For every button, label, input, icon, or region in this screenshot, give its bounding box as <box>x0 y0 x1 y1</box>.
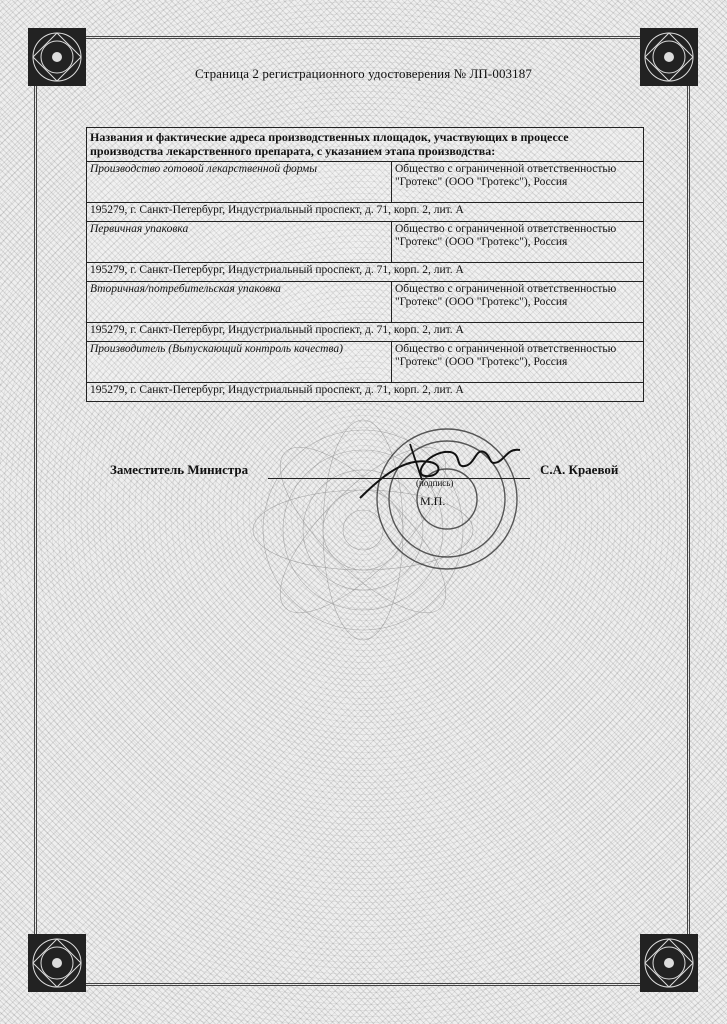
corner-ornament-icon <box>26 932 88 994</box>
signature-line <box>268 478 530 479</box>
org-cell: Общество с ограниченной ответственностью "Гротекс" (ООО "Гротекс"), Россия <box>392 162 644 203</box>
org-cell: Общество с ограниченной ответственностью "Гротекс" (ООО "Гротекс"), Россия <box>392 222 644 263</box>
table-row <box>87 263 644 282</box>
table-row <box>87 162 644 203</box>
stage-cell: Вторичная/потребительская упаковка <box>87 282 392 323</box>
table-row <box>87 282 644 323</box>
table-row <box>87 323 644 342</box>
table-title: Названия и фактические адреса производственных площадок, участвующих в процессе производства лекарственного препарата, с указанием этапа производства: <box>87 128 644 162</box>
stage-cell: Производство готовой лекарственной формы <box>87 162 392 203</box>
table-row <box>87 383 644 402</box>
signer-name: С.А. Краевой <box>540 462 619 477</box>
address-cell: 195279, г. Санкт-Петербург, Индустриальный проспект, д. 71, корп. 2, лит. А <box>87 203 644 222</box>
table-row <box>87 342 644 383</box>
stage-cell: Производитель (Выпускающий контроль качества) <box>87 342 392 383</box>
stage-cell: Первичная упаковка <box>87 222 392 263</box>
table-row <box>87 222 644 263</box>
corner-ornament-icon <box>638 932 700 994</box>
address-cell: 195279, г. Санкт-Петербург, Индустриальный проспект, д. 71, корп. 2, лит. А <box>87 263 644 282</box>
table-row <box>87 203 644 222</box>
org-cell: Общество с ограниченной ответственностью "Гротекс" (ООО "Гротекс"), Россия <box>392 282 644 323</box>
signature-caption: (подпись) <box>416 478 454 488</box>
stamp-place-label: М.П. <box>420 494 446 508</box>
address-cell: 195279, г. Санкт-Петербург, Индустриальный проспект, д. 71, корп. 2, лит. А <box>87 383 644 402</box>
signature-block <box>0 462 727 482</box>
org-cell: Общество с ограниченной ответственностью "Гротекс" (ООО "Гротекс"), Россия <box>392 342 644 383</box>
page-title: Страница 2 регистрационного удостоверения № ЛП-003187 <box>195 66 532 81</box>
production-sites-table <box>86 127 644 402</box>
address-cell: 195279, г. Санкт-Петербург, Индустриальный проспект, д. 71, корп. 2, лит. А <box>87 323 644 342</box>
signer-position: Заместитель Министра <box>110 462 249 477</box>
